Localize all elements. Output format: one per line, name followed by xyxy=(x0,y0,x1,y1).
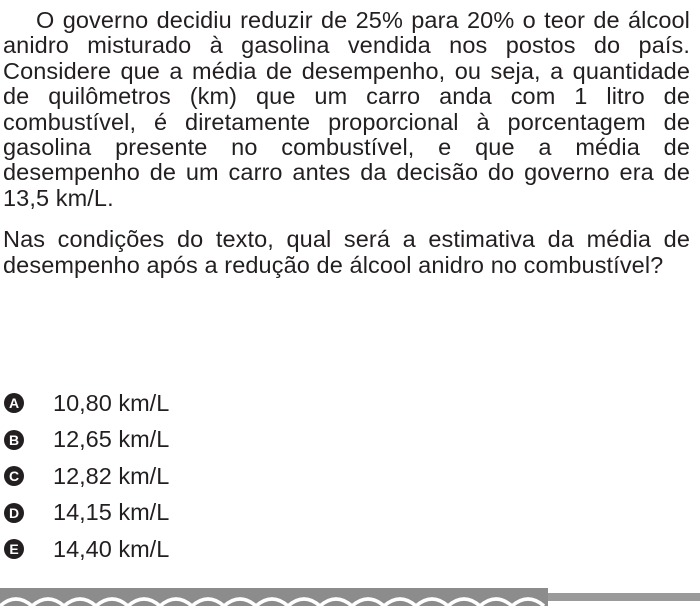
wave-band-background xyxy=(0,588,548,606)
option-a[interactable] xyxy=(4,385,169,422)
question-paragraph-prompt: Nas condições do texto, qual será a estimativa da média de desempenho após a redução de álcool anidro no combustível? xyxy=(3,226,690,278)
option-c[interactable] xyxy=(4,458,169,495)
question-paragraph-context: O governo decidiu reduzir de 25% para 20% o teor de álcool anidro misturado à gasolina vendida nos postos do país. Considere que a média de desempenho, ou seja, a quantidade de quilômetros (km) que um carro anda com 1 litro de combustível, é diretamente proporcional à porcentagem de gasolina presente no combustível, e que a média de desempenho de um carro antes da decisão do governo era de 13,5 km/L. xyxy=(3,7,690,211)
option-a-letter-badge: A xyxy=(4,393,24,413)
answer-options xyxy=(4,385,169,568)
option-d[interactable] xyxy=(4,495,169,532)
option-d-text: 14,15 km/L xyxy=(53,499,170,526)
decorative-wave-band xyxy=(0,580,700,613)
question-block xyxy=(3,8,690,278)
wave-band-tail xyxy=(548,593,700,601)
option-b-text: 12,65 km/L xyxy=(53,426,170,453)
option-d-letter-badge: D xyxy=(4,503,24,523)
option-c-letter-badge: C xyxy=(4,466,24,486)
option-c-text: 12,82 km/L xyxy=(53,462,170,489)
option-e-letter-badge: E xyxy=(4,539,24,559)
option-e[interactable] xyxy=(4,531,169,568)
option-a-text: 10,80 km/L xyxy=(53,389,170,416)
option-b[interactable] xyxy=(4,422,169,459)
option-e-text: 14,40 km/L xyxy=(53,535,170,562)
option-b-letter-badge: B xyxy=(4,430,24,450)
